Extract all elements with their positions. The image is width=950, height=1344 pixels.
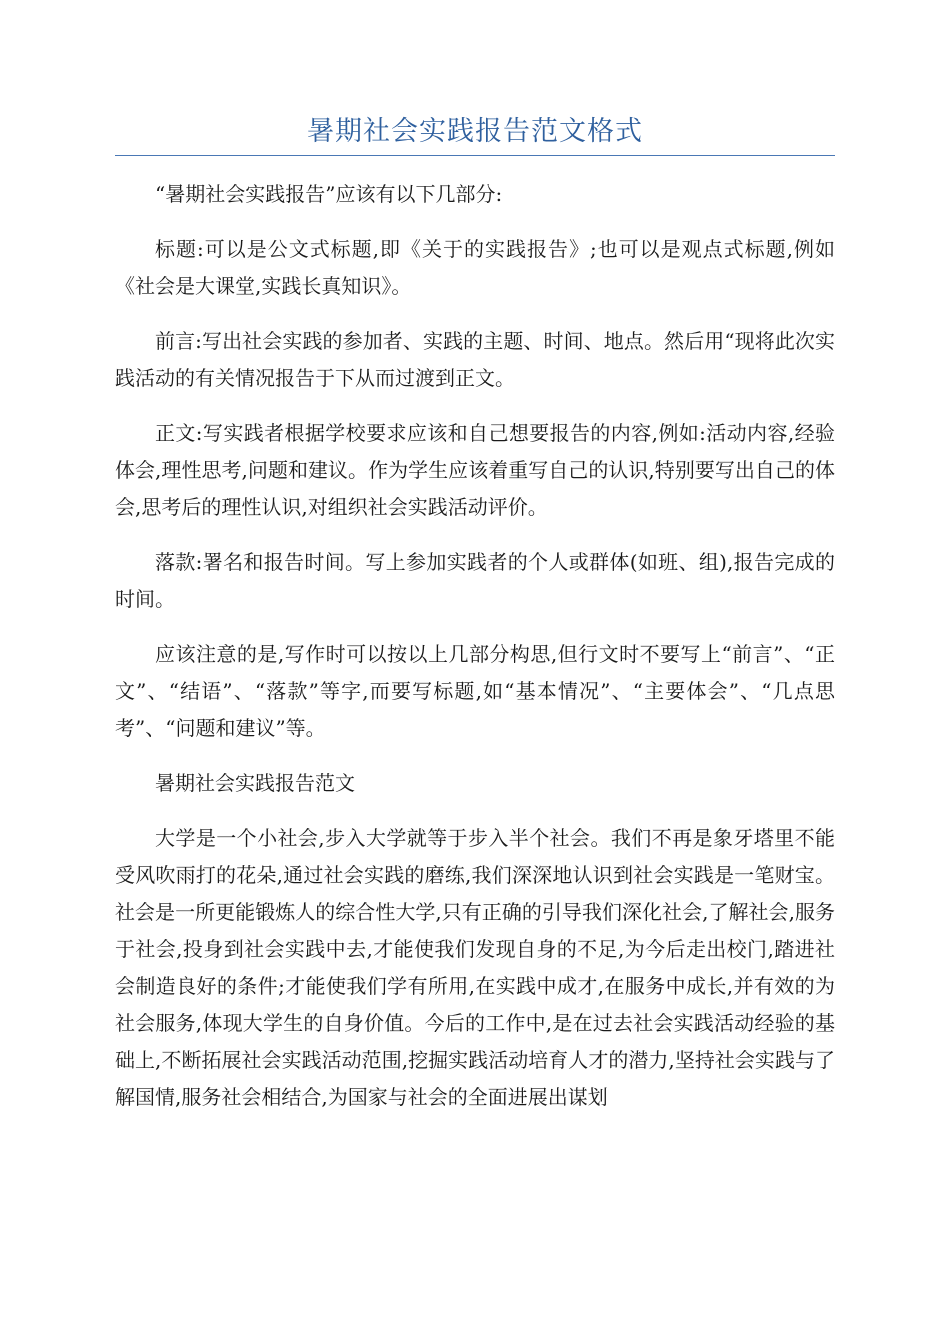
paragraph-title-section: 标题:可以是公文式标题,即《关于的实践报告》;也可以是观点式标题,例如《社会是大课堂,实践长真知识》。	[115, 237, 835, 298]
paragraph-preface-section: 前言:写出社会实践的参加者、实践的主题、时间、地点。然后用“现将此次实践活动的有关情况报告于下从而过渡到正文。	[115, 329, 835, 390]
sample-heading: 暑期社会实践报告范文	[155, 771, 355, 795]
document-body	[115, 176, 835, 1134]
document-title: 暑期社会实践报告范文格式	[307, 116, 643, 147]
paragraph-notes: 应该注意的是,写作时可以按以上几部分构思,但行文时不要写上“前言”、“正文”、“结语”、“落款”等字,而要写标题,如“基本情况”、“主要体会”、“几点思考”、“问题和建议”等。	[115, 642, 835, 740]
title-underline	[115, 155, 835, 156]
paragraph-intro: “暑期社会实践报告”应该有以下几部分:	[155, 182, 503, 206]
paragraph-sample-body: 大学是一个小社会,步入大学就等于步入半个社会。我们不再是象牙塔里不能受风吹雨打的花朵,通过社会实践的磨练,我们深深地认识到社会实践是一笔财宝。社会是一所更能锻炼人的综合性大学,只有正确的引导我们深化社会,了解社会,服务于社会,投身到社会实践中去,才能使我们发现自身的不足,为今后走出校门,踏进社会制造良好的条件;才能使我们学有所用,在实践中成才,在服务中成长,并有效的为社会服务,体现大学生的自身价值。今后的工作中,是在过去社会实践活动经验的基础上,不断拓展社会实践活动范围,挖掘实践活动培育人才的潜力,坚持社会实践与了解国情,服务社会相结合,为国家与社会的全面进展出谋划	[115, 826, 835, 1109]
paragraph-signature-section: 落款:署名和报告时间。写上参加实践者的个人或群体(如班、组),报告完成的时间。	[115, 550, 835, 611]
paragraph-main-section: 正文:写实践者根据学校要求应该和自己想要报告的内容,例如:活动内容,经验体会,理性思考,问题和建议。作为学生应该着重写自己的认识,特别要写出自己的体会,思考后的理性认识,对组织社会实践活动评价。	[115, 421, 835, 519]
